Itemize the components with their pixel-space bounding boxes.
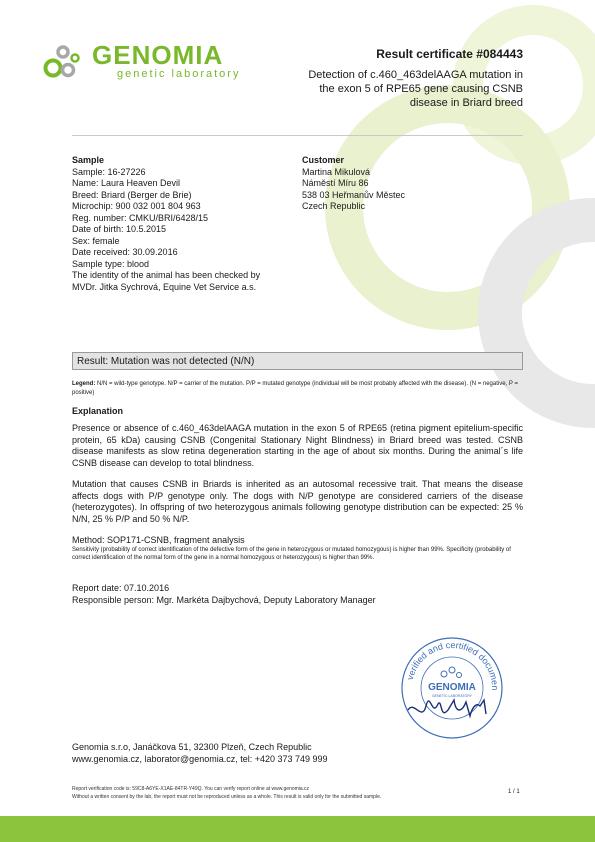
legend <box>72 380 523 397</box>
brand-name: GENOMIA <box>92 40 224 70</box>
sample-line: Date of birth: 10.5.2015 <box>72 224 167 234</box>
customer-line: 538 03 Heřmanův Městec <box>302 189 406 200</box>
sample-line: Breed: Briard (Berger de Brie) <box>72 189 192 200</box>
customer-line: Martina Mikulová <box>302 166 371 177</box>
verification-code: Report verification code is: 59C8-A6YE-X1AE-84TR-Y49Q. You can verify report online at www.genomia.cz <box>72 786 310 792</box>
sample-line: Sample: 16-27226 <box>72 166 146 177</box>
responsible-person: Responsible person: Mgr. Markéta Dajbychová, Deputy Laboratory Manager <box>72 595 376 605</box>
sample-line: Microchip: 900 032 001 804 963 <box>72 201 201 211</box>
sample-block <box>72 155 287 293</box>
certification-stamp <box>396 630 508 742</box>
brand-tagline: genetic laboratory <box>117 68 241 80</box>
customer-line: Czech Republic <box>302 201 366 211</box>
company-address: Genomia s.r.o, Janáčkova 51, 32300 Plzeň, Czech Republic <box>72 742 312 752</box>
customer-heading: Customer <box>302 155 345 165</box>
signature <box>408 700 486 716</box>
sample-line: MVDr. Jitka Sychrová, Equine Vet Service a.s. <box>72 281 257 292</box>
stamp-brand: GENOMIA <box>428 682 476 693</box>
customer-line: Náměstí Míru 86 <box>302 178 369 188</box>
sample-line: Reg. number: CMKU/BRI/6428/15 <box>72 212 209 223</box>
method-line: Method: SOP171-CSNB, fragment analysis <box>72 535 245 545</box>
sample-line: Date received: 30.09.2016 <box>72 247 178 257</box>
genomia-logo-icon <box>43 41 83 81</box>
sample-heading: Sample <box>72 155 105 165</box>
sensitivity-note: Sensitivity (probability of correct identification of the defective form of the gene in heterozygous or mutated homozygous) is higher than 99%. Specificity (probability of correct identification of the normal form of the gene in a normal homozygous or heterozygous) is higher than 99%. <box>72 547 511 561</box>
legend-label: Legend: <box>72 381 96 387</box>
sample-line: The identity of the animal has been checked by <box>72 270 261 280</box>
explanation-paragraph: Presence or absence of c.460_463delAAGA mutation in the exon 5 of RPE65 (retina pigment epitelium-specific protein, 65 kDa) causing CSNB (Congenital Stationary Night Blindness) in Briard breed was tested. CSNB disease manifests as slow retina degeneration starting in the age of about six months. During the animal´s life CSNB disease can develop to total blindness. <box>72 423 523 468</box>
sample-line: Name: Laura Heaven Devil <box>72 178 181 188</box>
sample-line: Sex: female <box>72 235 120 246</box>
stamp-small-text: GENETIC LABORATORY <box>431 694 473 698</box>
stamp-arc-text: verified and certified documen <box>404 639 501 691</box>
certificate-title: Result certificate #084443 <box>376 47 523 61</box>
disclaimer: Without a written consent by the lab, the report must not be reproduced unless as a whole. This result is valid only for the submitted sample. <box>72 794 382 800</box>
page-number: 1 / 1 <box>508 789 520 795</box>
header-divider <box>72 135 523 136</box>
company-contact: www.genomia.cz, laborator@genomia.cz, tel: +420 373 749 999 <box>72 754 328 764</box>
footer-band <box>0 816 595 842</box>
certificate-subtitle: Detection of c.460_463delAAGA mutation in the exon 5 of RPE65 gene causing CSNB disease in Briard breed <box>308 69 523 109</box>
customer-block <box>302 155 502 213</box>
report-date: Report date: 07.10.2016 <box>72 583 170 593</box>
sample-line: Sample type: blood <box>72 258 150 269</box>
explanation-heading: Explanation <box>72 406 124 416</box>
result-box: Result: Mutation was not detected (N/N) <box>72 352 523 370</box>
legend-text: N/N = wild-type genotype. N/P = carrier of the mutation. P/P = mutated genotype (individual will be most probably affected with the disease). (N = negative, P = positive) <box>72 381 518 396</box>
explanation-paragraph: Mutation that causes CSNB in Briards is inherited as an autosomal recessive trait. That means the disease affects dogs with P/P genotype only. The dogs with N/P genotype are considered carriers of the disease (heterozygotes). In offspring of two heterozygous animals following genotype distribution can be expected: 25 % N/N, 25 % P/P and 50 % N/P. <box>72 479 523 524</box>
